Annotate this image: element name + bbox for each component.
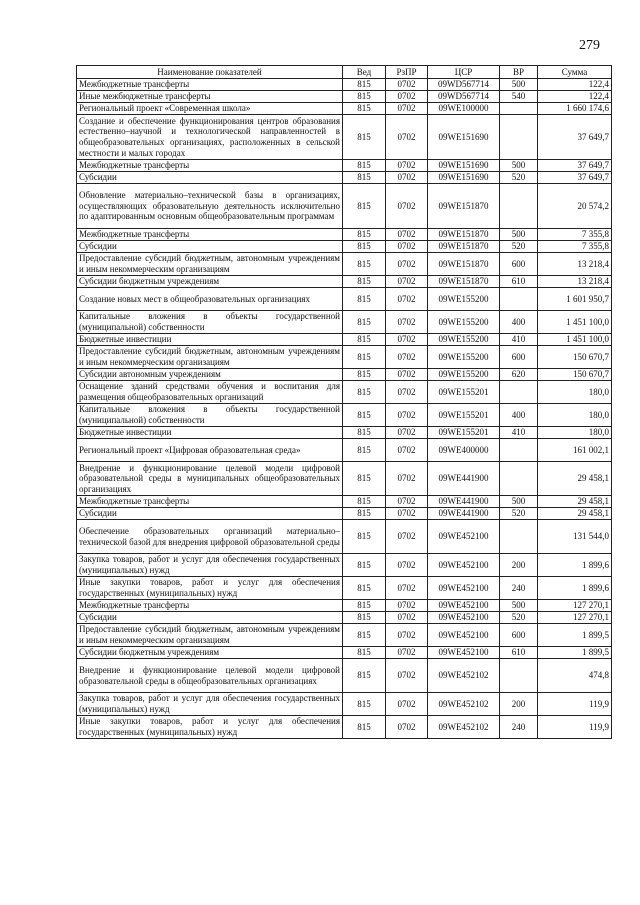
cell-csr: 09WE155201 bbox=[428, 381, 500, 404]
cell-rzpr: 0702 bbox=[386, 427, 428, 439]
cell-name: Оснащение зданий средствами обучения и воспитания для размещения общеобразовательных организаций bbox=[77, 381, 343, 404]
cell-csr: 09WE441900 bbox=[428, 462, 500, 496]
cell-csr: 09WE452100 bbox=[428, 624, 500, 647]
cell-sum: 37 649,7 bbox=[538, 115, 612, 160]
cell-ved: 815 bbox=[343, 520, 386, 554]
table-row bbox=[77, 241, 612, 253]
table-header bbox=[77, 66, 612, 79]
cell-ved: 815 bbox=[343, 172, 386, 184]
cell-ved: 815 bbox=[343, 439, 386, 462]
cell-vr: 500 bbox=[500, 496, 538, 508]
cell-vr: 500 bbox=[500, 160, 538, 172]
cell-sum: 29 458,1 bbox=[538, 496, 612, 508]
cell-rzpr: 0702 bbox=[386, 624, 428, 647]
cell-csr: 09WE151690 bbox=[428, 160, 500, 172]
cell-rzpr: 0702 bbox=[386, 600, 428, 612]
cell-rzpr: 0702 bbox=[386, 612, 428, 624]
cell-vr: 540 bbox=[500, 91, 538, 103]
cell-sum: 1 601 950,7 bbox=[538, 288, 612, 311]
cell-name: Межбюджетные трансферты bbox=[77, 600, 343, 612]
cell-sum: 119,9 bbox=[538, 693, 612, 716]
cell-ved: 815 bbox=[343, 184, 386, 229]
table-row bbox=[77, 600, 612, 612]
cell-vr: 400 bbox=[500, 311, 538, 334]
cell-csr: 09WE452100 bbox=[428, 600, 500, 612]
table-row bbox=[77, 276, 612, 288]
cell-sum: 7 355,8 bbox=[538, 241, 612, 253]
cell-sum: 7 355,8 bbox=[538, 229, 612, 241]
cell-csr: 09WE441900 bbox=[428, 496, 500, 508]
cell-ved: 815 bbox=[343, 369, 386, 381]
cell-vr: 520 bbox=[500, 612, 538, 624]
cell-sum: 29 458,1 bbox=[538, 462, 612, 496]
table-row bbox=[77, 427, 612, 439]
cell-sum: 122,4 bbox=[538, 91, 612, 103]
cell-sum: 150 670,7 bbox=[538, 346, 612, 369]
cell-sum: 1 660 174,6 bbox=[538, 103, 612, 115]
cell-rzpr: 0702 bbox=[386, 229, 428, 241]
cell-rzpr: 0702 bbox=[386, 554, 428, 577]
cell-name: Внедрение и функционирование целевой модели цифровой образовательной среды в общеобразовательных организациях bbox=[77, 659, 343, 693]
cell-sum: 180,0 bbox=[538, 427, 612, 439]
header-rzpr: РзПР bbox=[386, 66, 428, 79]
cell-rzpr: 0702 bbox=[386, 160, 428, 172]
budget-table bbox=[76, 65, 612, 739]
cell-rzpr: 0702 bbox=[386, 79, 428, 91]
cell-ved: 815 bbox=[343, 496, 386, 508]
cell-name: Субсидии бюджетным учреждениям bbox=[77, 647, 343, 659]
table-row bbox=[77, 577, 612, 600]
cell-csr: 09WE452100 bbox=[428, 647, 500, 659]
cell-name: Закупка товаров, работ и услуг для обеспечения государственных (муниципальных) нужд bbox=[77, 554, 343, 577]
cell-sum: 37 649,7 bbox=[538, 172, 612, 184]
cell-sum: 180,0 bbox=[538, 404, 612, 427]
cell-sum: 1 899,6 bbox=[538, 554, 612, 577]
cell-name: Межбюджетные трансферты bbox=[77, 496, 343, 508]
cell-csr: 09WE151870 bbox=[428, 276, 500, 288]
cell-name: Создание и обеспечение функционирования центров образования естественно–научной и технологической направленностей в общеобразовательных организациях, расположенных в сельской местности и малых городах bbox=[77, 115, 343, 160]
cell-vr: 500 bbox=[500, 600, 538, 612]
cell-name: Бюджетные инвестиции bbox=[77, 334, 343, 346]
cell-csr: 09WE151870 bbox=[428, 184, 500, 229]
table-row bbox=[77, 496, 612, 508]
cell-vr: 600 bbox=[500, 346, 538, 369]
cell-rzpr: 0702 bbox=[386, 184, 428, 229]
cell-ved: 815 bbox=[343, 311, 386, 334]
cell-name: Предоставление субсидий бюджетным, автономным учреждениям и иным некоммерческим организациям bbox=[77, 346, 343, 369]
cell-vr bbox=[500, 103, 538, 115]
table-row bbox=[77, 369, 612, 381]
cell-csr: 09WE452100 bbox=[428, 520, 500, 554]
cell-name: Капитальные вложения в объекты государственной (муниципальной) собственности bbox=[77, 311, 343, 334]
cell-ved: 815 bbox=[343, 577, 386, 600]
cell-rzpr: 0702 bbox=[386, 577, 428, 600]
cell-vr bbox=[500, 115, 538, 160]
cell-name: Предоставление субсидий бюджетным, автономным учреждениям и иным некоммерческим организациям bbox=[77, 253, 343, 276]
table-row bbox=[77, 381, 612, 404]
cell-sum: 1 899,5 bbox=[538, 624, 612, 647]
cell-rzpr: 0702 bbox=[386, 172, 428, 184]
cell-ved: 815 bbox=[343, 624, 386, 647]
cell-rzpr: 0702 bbox=[386, 693, 428, 716]
cell-sum: 1 451 100,0 bbox=[538, 334, 612, 346]
cell-rzpr: 0702 bbox=[386, 103, 428, 115]
cell-sum: 122,4 bbox=[538, 79, 612, 91]
table-row bbox=[77, 229, 612, 241]
cell-ved: 815 bbox=[343, 334, 386, 346]
cell-csr: 09WE452100 bbox=[428, 612, 500, 624]
cell-rzpr: 0702 bbox=[386, 659, 428, 693]
cell-rzpr: 0702 bbox=[386, 508, 428, 520]
table-row bbox=[77, 612, 612, 624]
cell-sum: 1 451 100,0 bbox=[538, 311, 612, 334]
header-csr: ЦСР bbox=[428, 66, 500, 79]
cell-csr: 09WE155200 bbox=[428, 369, 500, 381]
cell-ved: 815 bbox=[343, 115, 386, 160]
cell-sum: 127 270,1 bbox=[538, 600, 612, 612]
cell-name: Иные закупки товаров, работ и услуг для обеспечения государственных (муниципальных) нужд bbox=[77, 716, 343, 739]
cell-csr: 09WE151870 bbox=[428, 229, 500, 241]
cell-rzpr: 0702 bbox=[386, 288, 428, 311]
cell-ved: 815 bbox=[343, 381, 386, 404]
cell-rzpr: 0702 bbox=[386, 91, 428, 103]
cell-vr: 600 bbox=[500, 624, 538, 647]
table-row bbox=[77, 160, 612, 172]
cell-vr: 520 bbox=[500, 508, 538, 520]
cell-csr: 09WE151870 bbox=[428, 241, 500, 253]
cell-vr: 620 bbox=[500, 369, 538, 381]
cell-name: Субсидии bbox=[77, 241, 343, 253]
cell-vr bbox=[500, 439, 538, 462]
cell-ved: 815 bbox=[343, 160, 386, 172]
cell-csr: 09WE155200 bbox=[428, 311, 500, 334]
cell-rzpr: 0702 bbox=[386, 369, 428, 381]
cell-rzpr: 0702 bbox=[386, 241, 428, 253]
cell-ved: 815 bbox=[343, 103, 386, 115]
cell-csr: 09WE151690 bbox=[428, 115, 500, 160]
cell-vr: 500 bbox=[500, 79, 538, 91]
cell-ved: 815 bbox=[343, 79, 386, 91]
cell-ved: 815 bbox=[343, 554, 386, 577]
cell-rzpr: 0702 bbox=[386, 520, 428, 554]
table-row bbox=[77, 554, 612, 577]
header-name: Наименование показателей bbox=[77, 66, 343, 79]
cell-csr: 09WE452100 bbox=[428, 577, 500, 600]
table-row bbox=[77, 288, 612, 311]
cell-ved: 815 bbox=[343, 612, 386, 624]
cell-vr: 520 bbox=[500, 172, 538, 184]
cell-csr: 09WE441900 bbox=[428, 508, 500, 520]
table-row bbox=[77, 404, 612, 427]
table-row bbox=[77, 184, 612, 229]
cell-name: Межбюджетные трансферты bbox=[77, 160, 343, 172]
table-row bbox=[77, 253, 612, 276]
cell-csr: 09WE155200 bbox=[428, 288, 500, 311]
cell-sum: 161 002,1 bbox=[538, 439, 612, 462]
cell-csr: 09WE452100 bbox=[428, 554, 500, 577]
cell-vr: 240 bbox=[500, 716, 538, 739]
cell-ved: 815 bbox=[343, 462, 386, 496]
table-row bbox=[77, 311, 612, 334]
cell-sum: 1 899,6 bbox=[538, 577, 612, 600]
cell-csr: 09WE151870 bbox=[428, 253, 500, 276]
table-row bbox=[77, 647, 612, 659]
cell-rzpr: 0702 bbox=[386, 311, 428, 334]
cell-vr: 410 bbox=[500, 334, 538, 346]
cell-vr: 200 bbox=[500, 693, 538, 716]
cell-csr: 09WE400000 bbox=[428, 439, 500, 462]
cell-name: Иные межбюджетные трансферты bbox=[77, 91, 343, 103]
header-row bbox=[77, 66, 612, 79]
table-row bbox=[77, 624, 612, 647]
page-number: 279 bbox=[579, 38, 600, 53]
cell-sum: 13 218,4 bbox=[538, 253, 612, 276]
cell-name: Субсидии bbox=[77, 508, 343, 520]
cell-sum: 37 649,7 bbox=[538, 160, 612, 172]
cell-name: Иные закупки товаров, работ и услуг для обеспечения государственных (муниципальных) нужд bbox=[77, 577, 343, 600]
cell-vr: 600 bbox=[500, 253, 538, 276]
cell-ved: 815 bbox=[343, 600, 386, 612]
header-sum: Сумма bbox=[538, 66, 612, 79]
cell-vr: 500 bbox=[500, 229, 538, 241]
cell-rzpr: 0702 bbox=[386, 334, 428, 346]
header-vr: ВР bbox=[500, 66, 538, 79]
table-row bbox=[77, 520, 612, 554]
table-row bbox=[77, 91, 612, 103]
cell-sum: 29 458,1 bbox=[538, 508, 612, 520]
table-row bbox=[77, 172, 612, 184]
cell-vr: 240 bbox=[500, 577, 538, 600]
cell-name: Создание новых мест в общеобразовательных организациях bbox=[77, 288, 343, 311]
cell-vr bbox=[500, 520, 538, 554]
cell-vr bbox=[500, 184, 538, 229]
cell-vr: 410 bbox=[500, 427, 538, 439]
cell-ved: 815 bbox=[343, 508, 386, 520]
cell-name: Обеспечение образовательных организаций материально–технической базой для внедрения цифровой образовательной среды bbox=[77, 520, 343, 554]
cell-sum: 119,9 bbox=[538, 716, 612, 739]
cell-csr: 09WE452102 bbox=[428, 716, 500, 739]
cell-ved: 815 bbox=[343, 716, 386, 739]
cell-ved: 815 bbox=[343, 427, 386, 439]
cell-sum: 13 218,4 bbox=[538, 276, 612, 288]
cell-vr: 400 bbox=[500, 404, 538, 427]
table-row bbox=[77, 693, 612, 716]
table-row bbox=[77, 462, 612, 496]
cell-csr: 09WE452102 bbox=[428, 659, 500, 693]
cell-sum: 131 544,0 bbox=[538, 520, 612, 554]
cell-ved: 815 bbox=[343, 346, 386, 369]
cell-rzpr: 0702 bbox=[386, 496, 428, 508]
table-body bbox=[77, 79, 612, 739]
cell-ved: 815 bbox=[343, 241, 386, 253]
cell-rzpr: 0702 bbox=[386, 439, 428, 462]
cell-name: Субсидии bbox=[77, 612, 343, 624]
cell-rzpr: 0702 bbox=[386, 647, 428, 659]
cell-name: Межбюджетные трансферты bbox=[77, 79, 343, 91]
cell-vr bbox=[500, 462, 538, 496]
cell-csr: 09WE100000 bbox=[428, 103, 500, 115]
table-row bbox=[77, 103, 612, 115]
cell-name: Субсидии бюджетным учреждениям bbox=[77, 276, 343, 288]
cell-vr: 200 bbox=[500, 554, 538, 577]
table-row bbox=[77, 716, 612, 739]
cell-ved: 815 bbox=[343, 659, 386, 693]
cell-name: Капитальные вложения в объекты государственной (муниципальной) собственности bbox=[77, 404, 343, 427]
cell-ved: 815 bbox=[343, 229, 386, 241]
cell-ved: 815 bbox=[343, 693, 386, 716]
cell-name: Региональный проект «Современная школа» bbox=[77, 103, 343, 115]
cell-csr: 09WE155200 bbox=[428, 334, 500, 346]
cell-sum: 127 270,1 bbox=[538, 612, 612, 624]
cell-rzpr: 0702 bbox=[386, 346, 428, 369]
cell-sum: 1 899,5 bbox=[538, 647, 612, 659]
cell-name: Бюджетные инвестиции bbox=[77, 427, 343, 439]
cell-rzpr: 0702 bbox=[386, 716, 428, 739]
cell-ved: 815 bbox=[343, 288, 386, 311]
cell-ved: 815 bbox=[343, 253, 386, 276]
cell-sum: 20 574,2 bbox=[538, 184, 612, 229]
cell-ved: 815 bbox=[343, 276, 386, 288]
cell-sum: 474,8 bbox=[538, 659, 612, 693]
cell-name: Обновление материально–технической базы в организациях, осуществляющих образовательную деятельность исключительно по адаптированным основным общеобразовательным программам bbox=[77, 184, 343, 229]
cell-csr: 09WE452102 bbox=[428, 693, 500, 716]
cell-name: Межбюджетные трансферты bbox=[77, 229, 343, 241]
cell-vr bbox=[500, 288, 538, 311]
table-row bbox=[77, 79, 612, 91]
cell-sum: 180,0 bbox=[538, 381, 612, 404]
cell-name: Закупка товаров, работ и услуг для обеспечения государственных (муниципальных) нужд bbox=[77, 693, 343, 716]
cell-rzpr: 0702 bbox=[386, 253, 428, 276]
cell-vr: 610 bbox=[500, 647, 538, 659]
cell-sum: 150 670,7 bbox=[538, 369, 612, 381]
table-row bbox=[77, 115, 612, 160]
table-row bbox=[77, 508, 612, 520]
table-row bbox=[77, 659, 612, 693]
cell-rzpr: 0702 bbox=[386, 276, 428, 288]
cell-csr: 09WD567714 bbox=[428, 91, 500, 103]
cell-csr: 09WD567714 bbox=[428, 79, 500, 91]
cell-name: Предоставление субсидий бюджетным, автономным учреждениям и иным некоммерческим организациям bbox=[77, 624, 343, 647]
table-row bbox=[77, 334, 612, 346]
cell-rzpr: 0702 bbox=[386, 404, 428, 427]
cell-name: Внедрение и функционирование целевой модели цифровой образовательной среды в муниципальных общеобразовательных организациях bbox=[77, 462, 343, 496]
table-row bbox=[77, 346, 612, 369]
cell-csr: 09WE155201 bbox=[428, 427, 500, 439]
cell-ved: 815 bbox=[343, 647, 386, 659]
cell-name: Региональный проект «Цифровая образовательная среда» bbox=[77, 439, 343, 462]
cell-name: Субсидии bbox=[77, 172, 343, 184]
cell-rzpr: 0702 bbox=[386, 462, 428, 496]
cell-name: Субсидии автономным учреждениям bbox=[77, 369, 343, 381]
cell-vr bbox=[500, 381, 538, 404]
table-row bbox=[77, 439, 612, 462]
cell-vr: 520 bbox=[500, 241, 538, 253]
cell-csr: 09WE151690 bbox=[428, 172, 500, 184]
cell-vr: 610 bbox=[500, 276, 538, 288]
cell-rzpr: 0702 bbox=[386, 115, 428, 160]
header-ved: Вед bbox=[343, 66, 386, 79]
cell-csr: 09WE155200 bbox=[428, 346, 500, 369]
cell-ved: 815 bbox=[343, 404, 386, 427]
cell-vr bbox=[500, 659, 538, 693]
cell-rzpr: 0702 bbox=[386, 381, 428, 404]
cell-csr: 09WE155201 bbox=[428, 404, 500, 427]
cell-ved: 815 bbox=[343, 91, 386, 103]
